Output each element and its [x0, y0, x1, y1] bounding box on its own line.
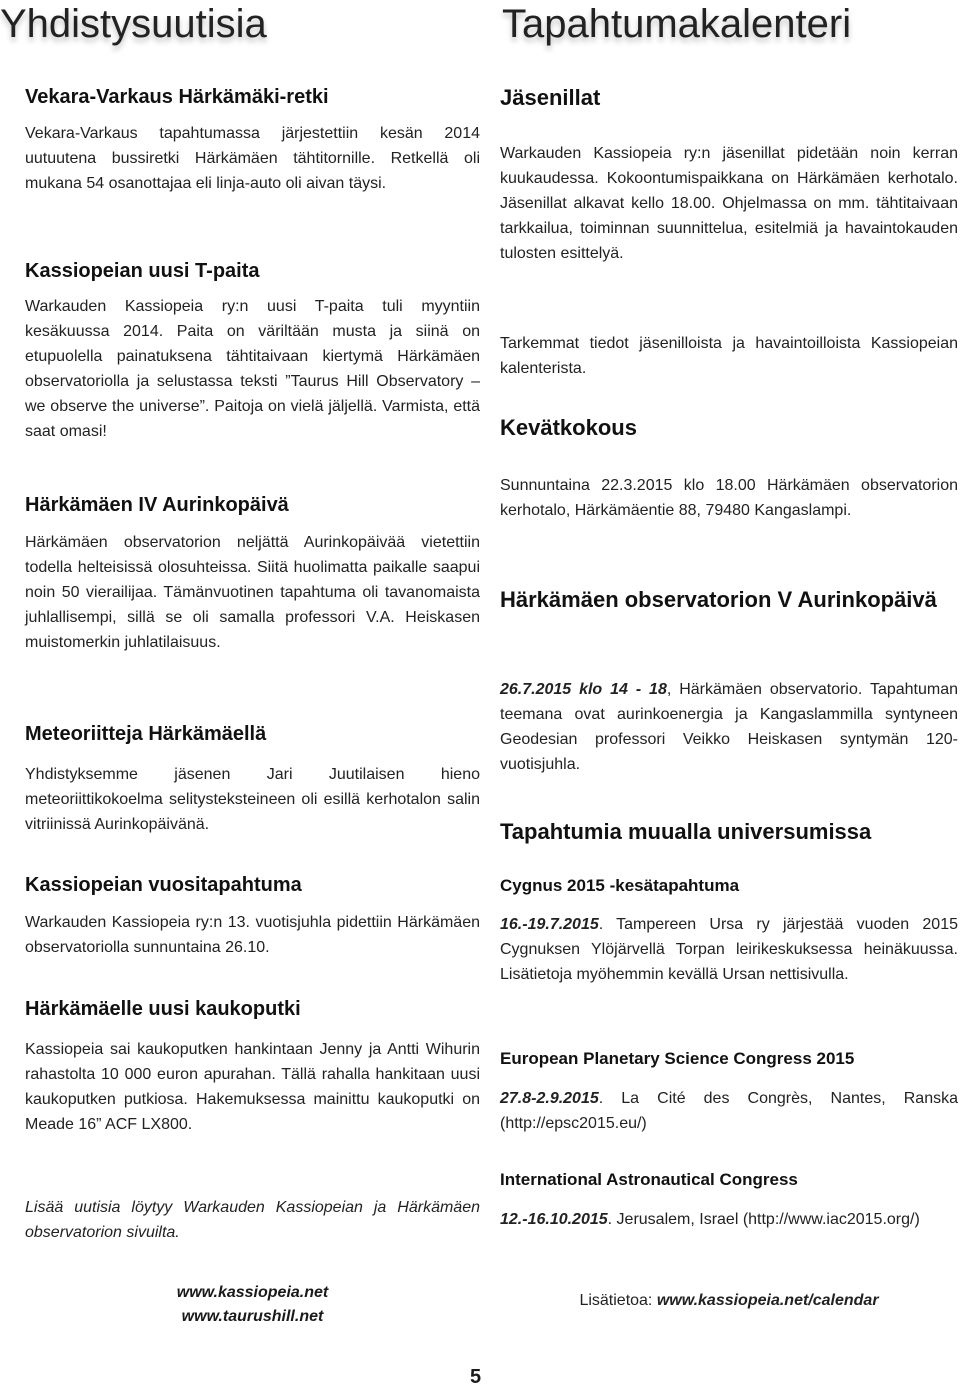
section-body: Härkämäen observatorion neljättä Aurinkopäivää vietettiin todella helteisissä olosuhteissa. Siitä huolimatta paikalle saapui noin 50 vierailijaa. Tämänvuotinen tapahtuma oli tavanomaista juhlallisempi, sillä se oli samalla professori V.A. Heiskasen muistomerkin juhlatilaisuus.	[25, 534, 480, 651]
event-date: 12.-16.10.2015	[500, 1211, 608, 1228]
event-title: European Planetary Science Congress 2015	[500, 1049, 855, 1068]
event-body: 27.8-2.9.2015. La Cité des Congrès, Nantes, Ranska (http://epsc2015.eu/)	[500, 1090, 958, 1132]
section-title: Kassiopeian uusi T-paita	[25, 260, 260, 282]
event-date: 26.7.2015 klo 14 - 18	[500, 681, 667, 698]
section-body: Sunnuntaina 22.3.2015 klo 18.00 Härkämäen observatorion kerhotalo, Härkämäentie 88, 79480 Kangaslampi.	[500, 477, 958, 519]
section-body: Tarkemmat tiedot jäsenilloista ja havaintoilloista Kassiopeian kalenterista.	[500, 335, 958, 377]
section-title: Jäsenillat	[500, 85, 601, 110]
more-news-note: Lisää uutisia löytyy Warkauden Kassiopeian ja Härkämäen observatorion sivuilta.	[25, 1199, 480, 1241]
section-title: Härkämäen IV Aurinkopäivä	[25, 494, 289, 516]
event-body: 16.-19.7.2015. Tampereen Ursa ry järjestää vuoden 2015 Cygnuksen Ylöjärvellä Torpan leirikeskuksessa heinäkuussa. Lisätietoja myöhemmin kevällä Ursan nettisivulla.	[500, 916, 958, 983]
event-date: 27.8-2.9.2015	[500, 1090, 599, 1107]
section-body: Warkauden Kassiopeia ry:n jäsenillat pidetään noin kerran kuukaudessa. Kokoontumispaikkana on Härkämäen kerhotalo. Jäsenillat alkavat kello 18.00. Ohjelmassa on mm. tähtitaivaan tarkkailua, toiminnan suunnittelua, esitelmiä ja havaintokauden tulosten esittelyä.	[500, 145, 958, 262]
section-title: Tapahtumia muualla universumissa	[500, 819, 872, 844]
event-title: International Astronautical Congress	[500, 1170, 798, 1189]
event-title: Cygnus 2015 -kesätapahtuma	[500, 876, 740, 895]
section-title: Vekara-Varkaus Härkämäki-retki	[25, 86, 329, 108]
section-title: Härkämäelle uusi kaukoputki	[25, 998, 301, 1020]
calendar-banner: Tapahtumakalenteri	[502, 2, 852, 46]
section-title: Härkämäen observatorion V Aurinkopäivä	[500, 587, 937, 612]
section-body: Kassiopeia sai kaukoputken hankintaan Jenny ja Antti Wihurin rahastolta 10 000 euron apurahan. Tällä rahalla hankitaan uusi kaukoputken putkiosa. Hakemuksessa mainittu kaukoputki on Meade 16” ACF LX800.	[25, 1041, 480, 1133]
website-link[interactable]: www.taurushill.net	[181, 1308, 324, 1325]
section-body: 26.7.2015 klo 14 - 18, Härkämäen observatorio. Tapahtuman teemana ovat aurinkoenergia ja Kangaslammilla syntyneen Geodesian professori Veikko Heiskasen syntymän 120-vuotisjuhla.	[500, 681, 959, 773]
page-number: 5	[470, 1366, 482, 1388]
section-title: Meteoriitteja Härkämäellä	[25, 723, 267, 745]
calendar-link[interactable]: www.kassiopeia.net/calendar	[656, 1292, 879, 1309]
website-link[interactable]: www.kassiopeia.net	[176, 1284, 329, 1301]
event-body: 12.-16.10.2015. Jerusalem, Israel (http://www.iac2015.org/)	[500, 1211, 920, 1228]
section-body: Warkauden Kassiopeia ry:n 13. vuotisjuhla pidettiin Härkämäen observatoriolla sunnuntaina 26.10.	[25, 914, 480, 956]
news-banner: Yhdistysuutisia	[0, 2, 267, 46]
section-body: Warkauden Kassiopeia ry:n uusi T-paita tuli myyntiin kesäkuussa 2014. Paita on väriltään musta ja siinä on etupuolella painatuksena tähtitaivaan kiertymä Härkämäen observatoriolla ja selustassa teksti ”Taurus Hill Observatory – we observe the universe”. Paitoja on vielä jäljellä. Varmista, että saat omasi!	[25, 298, 480, 440]
event-date: 16.-19.7.2015	[500, 916, 599, 933]
more-info-line: Lisätietoa: www.kassiopeia.net/calendar	[579, 1292, 879, 1309]
section-title: Kevätkokous	[500, 415, 637, 440]
section-body: Vekara-Varkaus tapahtumassa järjestettiin kesän 2014 uutuutena bussiretki Härkämäen tähtitornille. Retkellä oli mukana 54 osanottajaa eli linja-auto oli aivan täysi.	[25, 125, 480, 192]
section-title: Kassiopeian vuositapahtuma	[25, 874, 302, 896]
section-body: Yhdistyksemme jäsenen Jari Juutilaisen hieno meteoriittikokoelma selitysteksteineen oli esillä kerhotalon salin vitriinissä Aurinkopäivänä.	[25, 766, 480, 833]
